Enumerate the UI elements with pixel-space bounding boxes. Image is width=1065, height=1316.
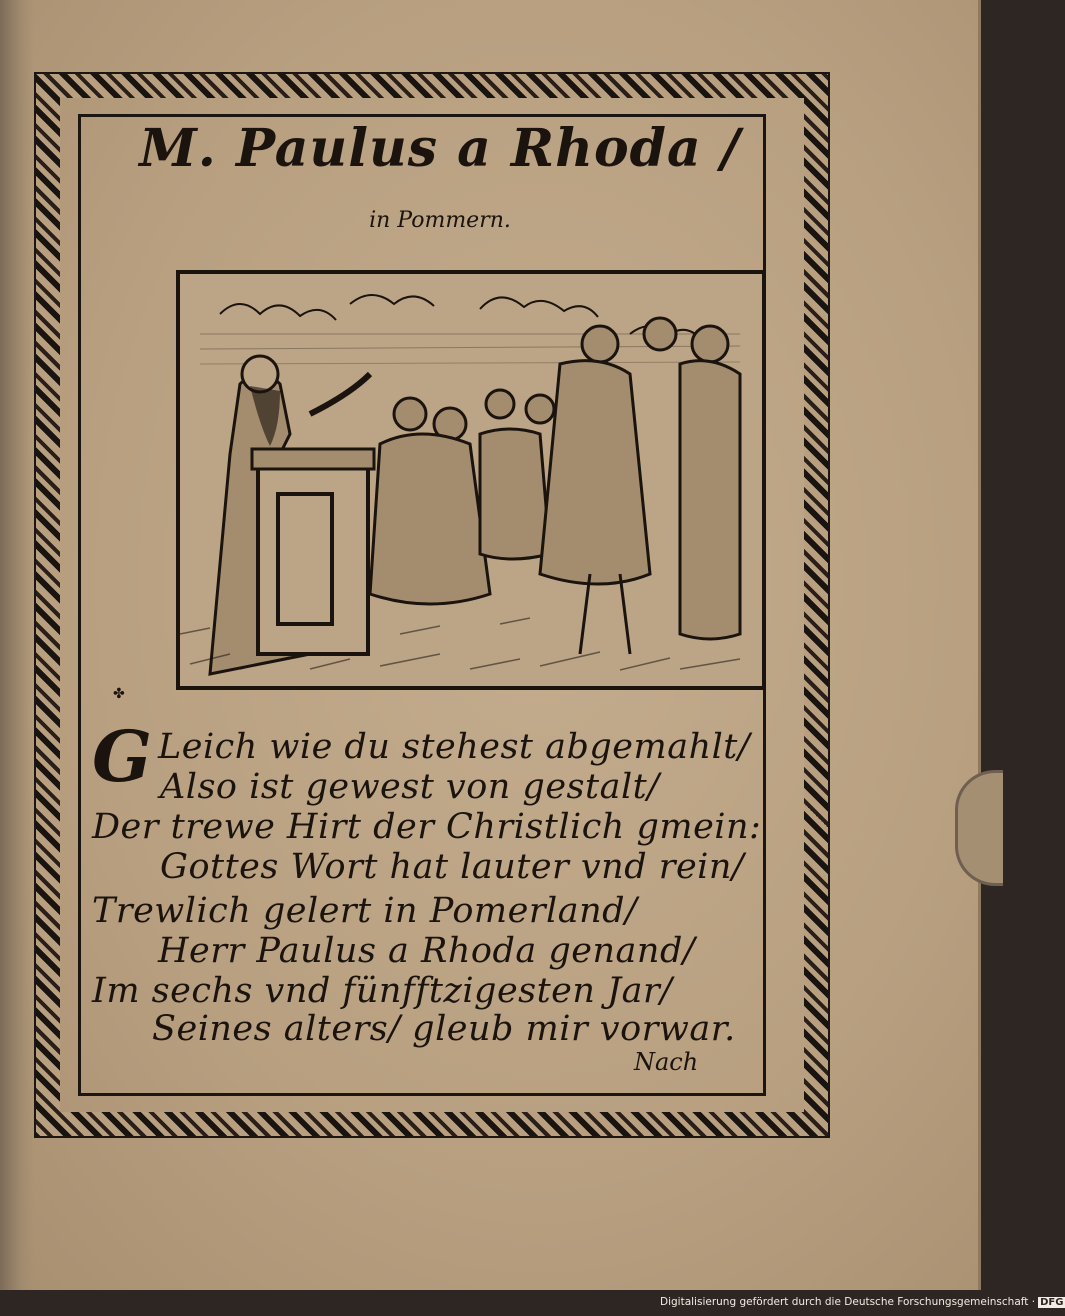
verse-line-5: Trewlich gelert in Pomerland/ bbox=[92, 891, 638, 931]
page-subtitle: in Pommern. bbox=[369, 208, 511, 233]
verse-line-4: Gottes Wort hat lauter vnd rein/ bbox=[160, 847, 745, 887]
page-tab-marker bbox=[955, 770, 1003, 886]
woodcut-scene-image bbox=[180, 274, 762, 686]
page-gutter-shadow bbox=[0, 0, 34, 1290]
verse-line-3: Der trewe Hirt der Christlich gmein: bbox=[92, 807, 762, 847]
ornament-dingbat: ✤ bbox=[113, 686, 125, 702]
verse-line-7: Im sechs vnd fünfftzigesten Jar/ bbox=[92, 971, 673, 1011]
page-title: M. Paulus a Rhoda / bbox=[139, 118, 741, 179]
drop-initial: G bbox=[92, 715, 152, 798]
dfg-logo: DFG bbox=[1040, 1297, 1064, 1308]
verse-line-1: Leich wie du stehest abgemahlt/ bbox=[158, 727, 751, 767]
verse-line-8: Seines alters/ gleub mir vorwar. bbox=[152, 1009, 736, 1049]
verse-line-6: Herr Paulus a Rhoda genand/ bbox=[158, 931, 696, 971]
catchword: Nach bbox=[634, 1048, 699, 1076]
woodcut-illustration bbox=[176, 270, 766, 690]
verse-line-2: Also ist gewest von gestalt/ bbox=[160, 767, 660, 807]
digitization-credit bbox=[660, 1296, 1064, 1316]
credit-text: Digitalisierung gefördert durch die Deutsche Forschungsgemeinschaft · bbox=[660, 1296, 1036, 1308]
